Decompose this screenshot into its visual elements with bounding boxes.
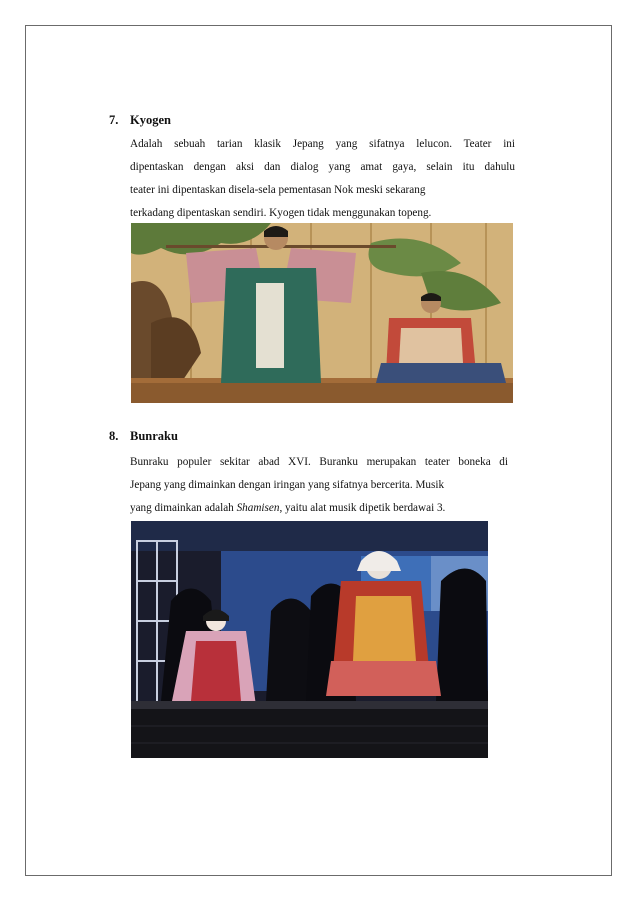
paragraph-line: terkadang dipentaskan sendiri. Kyogen tidak menggunakan topeng. — [130, 207, 432, 219]
paragraph-line: teater ini dipentaskan disela-sela pementasan Nok meski sekarang — [130, 184, 426, 196]
kyogen-photo — [131, 223, 513, 403]
section-paragraph — [130, 133, 515, 225]
section-title: Kyogen — [130, 113, 171, 127]
paragraph-line: dipentaskan dengan aksi dan dialog yang amat gaya, selain itu dahulu — [130, 161, 515, 173]
section-paragraph — [130, 451, 508, 520]
paragraph-line — [130, 497, 508, 520]
paragraph-line: Jepang yang dimainkan dengan iringan yang sifatnya bercerita. Musik — [130, 479, 445, 491]
section-number: 8. — [109, 429, 119, 443]
paragraph-line: Bunraku populer sekitar abad XVI. Buranku merupakan teater boneka di — [130, 456, 508, 468]
paragraph-line: Adalah sebuah tarian klasik Jepang yang sifatnya lelucon. Teater ini — [130, 138, 515, 150]
section-number: 7. — [109, 113, 119, 127]
italic-term: Shamisen — [236, 502, 280, 514]
bunraku-photo — [131, 521, 488, 758]
text-run: , yaitu alat musik dipetik berdawai 3. — [279, 502, 446, 514]
section-title: Bunraku — [130, 429, 178, 443]
text-run: yang dimainkan adalah — [130, 502, 237, 514]
